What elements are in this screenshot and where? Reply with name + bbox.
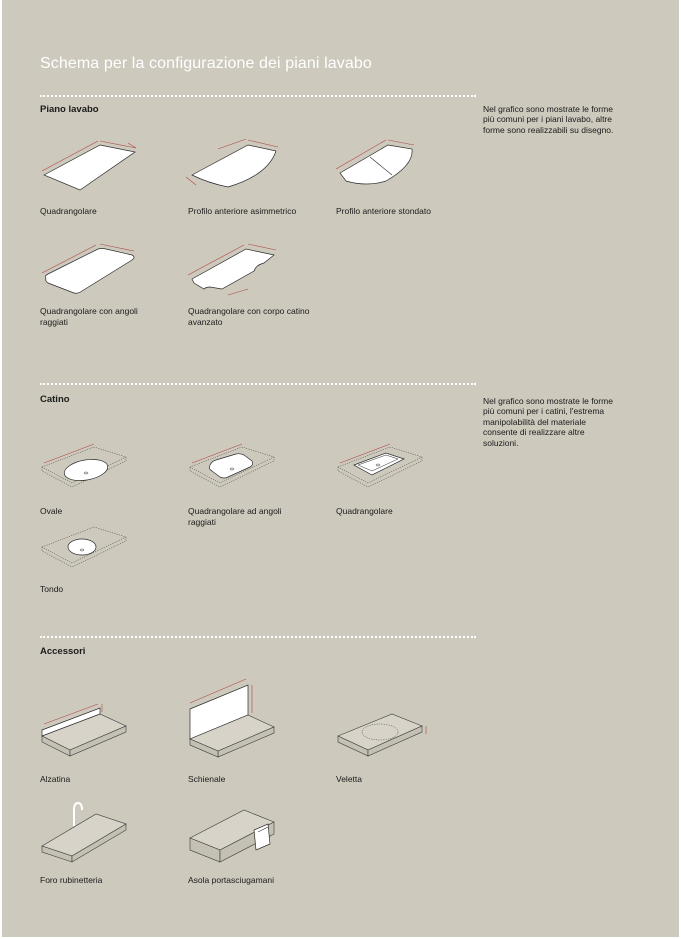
section-title-catino: Catino [40,394,70,405]
asymmetric-front-top-icon [188,135,298,200]
item-label: Quadrangolare ad angoli raggiati [188,506,282,527]
section-title-accessori: Accessori [40,646,86,657]
section-title-piano: Piano lavabo [40,104,99,115]
page-title: Schema per la configurazione dei piani lavabo [40,55,372,72]
rounded-square-basin-icon [188,445,298,505]
item-label: Schienale [188,774,226,784]
advanced-basin-top-icon [188,243,298,303]
item-label: Quadrangolare [40,206,97,216]
item-label: Tondo [40,584,64,594]
item-label: Ovale [40,506,63,516]
item-label: Alzatina [40,774,71,784]
item-label: Profilo anteriore asimmetrico [188,206,297,216]
page [2,0,679,937]
item-label: Quadrangolare con corpo catino avanzato [188,306,310,327]
section-note-catino: Nel grafico sono mostrate le forme più comuni per i catini, l'estrema manipolabilità del materiale consente di realizzare altre soluzioni. [483,396,613,448]
oval-basin-icon [40,445,150,505]
towel-slot-icon [188,800,298,870]
upstand-icon [40,700,150,770]
item-label: Foro rubinetteria [40,875,103,885]
item-label: Profilo anteriore stondato [336,206,431,216]
front-panel-icon [336,700,446,770]
section-divider [40,636,476,638]
rounded-corners-top-icon [40,243,150,303]
square-basin-icon [336,445,446,505]
round-basin-icon [40,525,150,580]
rounded-front-top-icon [336,135,446,200]
item-label: Quadrangolare [336,506,393,516]
tap-hole-icon [40,800,150,870]
item-label: Quadrangolare con angoli raggiati [40,306,138,327]
backsplash-icon [188,675,298,770]
rectangular-top-icon [40,135,150,200]
item-label: Veletta [336,774,362,784]
section-note-piano: Nel grafico sono mostrate le forme più comuni per i piani lavabo, altre forme sono realizzabili su disegno. [483,104,614,135]
section-divider [40,95,476,97]
item-label: Asola portasciugamani [188,875,274,885]
section-divider [40,383,476,385]
